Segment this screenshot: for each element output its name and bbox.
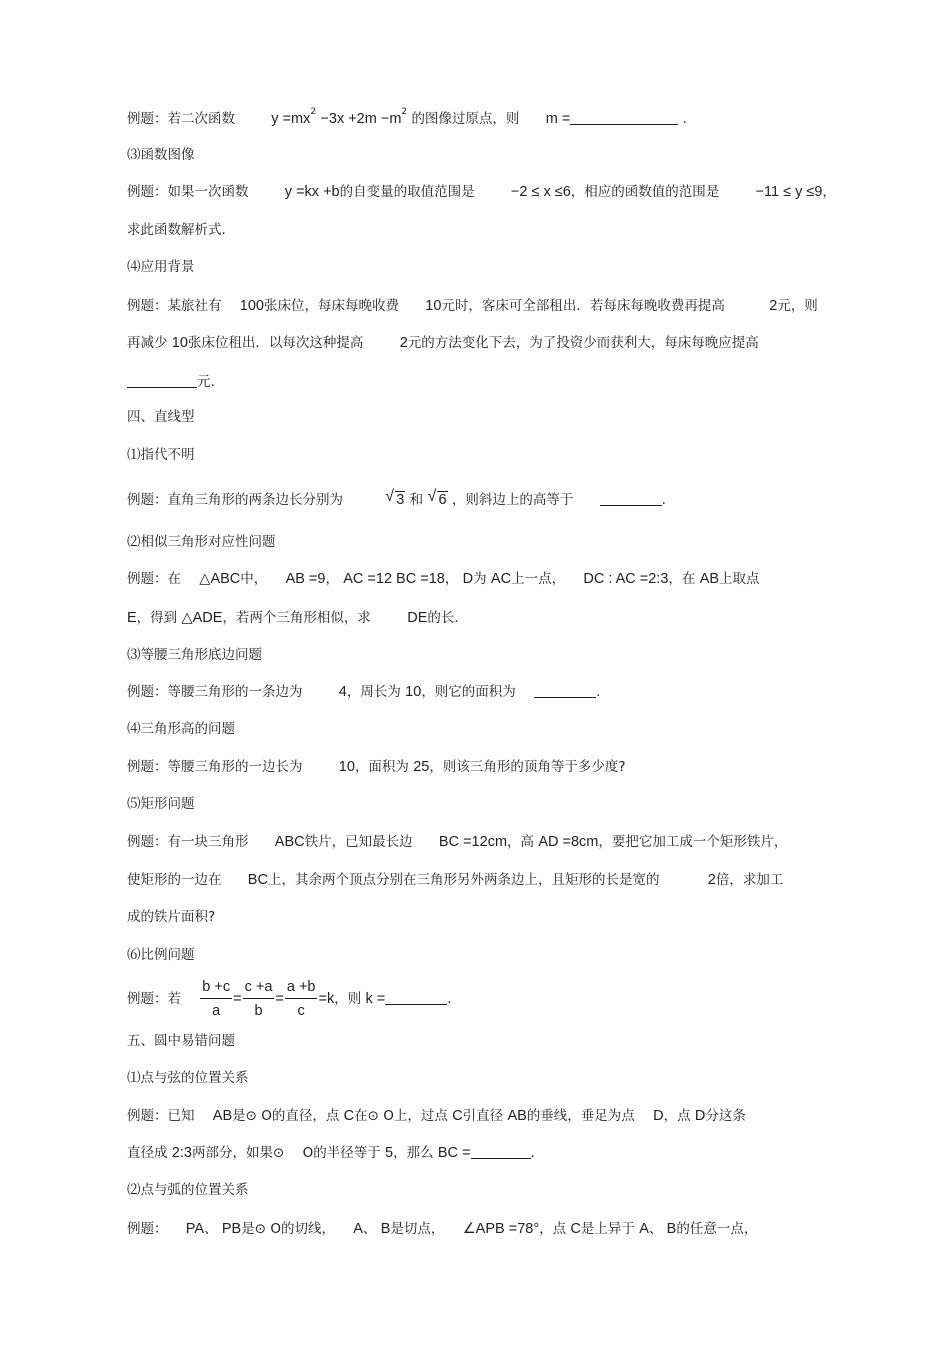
example-text: 的垂线，垂足为点 [526,1108,635,1124]
math-expr: △ADE [181,610,223,626]
sqrt-expr: √ 6 [427,488,447,508]
math-expr: m = [545,111,571,127]
math-expr: AB [507,1108,527,1124]
example-similar-triangles [127,569,760,589]
answer-blank [127,373,197,388]
math-expr: B [380,1221,391,1237]
subheading-isosceles-base: ⑶等腰三角形底边问题 [127,647,262,663]
math-expr: ABC [274,834,305,850]
example-text: ，则它的面积为 [421,684,516,700]
superscript: 2 [310,107,317,117]
number: 100 [239,298,264,314]
math-expr: AB [212,1108,233,1124]
section-heading-linear: 四、直线型 [127,409,195,425]
number: 10 [405,684,422,700]
number: 10 [425,298,442,314]
math-expr: E [127,610,137,626]
example-text: 倍，求加工 [715,872,784,888]
example-hotel-beds-answer [127,372,215,392]
subheading-point-chord: ⑴点与弦的位置关系 [127,1070,249,1086]
example-text: 元，则 [777,298,818,314]
answer-blank [600,491,662,506]
example-text: 元的方法变化下去，为了投资少而获利大，每床每晚应提高 [407,335,759,351]
example-text: 、 [204,1221,218,1237]
example-text: 、 [362,1221,377,1237]
number: 10 [338,759,355,775]
math-expr: PA [185,1221,205,1237]
equals-sign: = [275,991,284,1007]
fraction: $\frac{b +c}{a}$ [202,979,231,1019]
example-text: 中， [240,571,268,587]
math-expr: B [666,1221,677,1237]
math-expr: k = [365,991,386,1007]
answer-blank [471,1144,531,1159]
example-text: 上一点， [511,571,566,587]
number: 2 [769,298,778,314]
fraction: $\frac{a +b}{c}$ [286,979,316,1019]
example-tangent-lines [127,1219,757,1239]
fraction: $\frac{c +a}{b}$ [244,979,273,1019]
example-rectangle-iron [127,832,787,852]
math-expr: AB [699,571,720,587]
example-text: 是上异于 [580,1221,635,1237]
math-expr: AC =12 BC =18 [343,571,445,587]
punctuation: ， [444,571,459,587]
example-hotel-beds-cont [127,333,759,353]
example-isosceles-apex [127,757,626,777]
example-isosceles-area [127,682,600,702]
math-expr: PB [221,1221,242,1237]
example-text: 在⊙ O上，过点 [354,1108,448,1124]
math-expr: y =kx +b [284,184,340,200]
example-text: 两部分，如果⊙ [191,1145,285,1161]
number: 4 [338,684,347,700]
math-expr: D [694,1108,706,1124]
math-expr: D [653,1108,664,1124]
subheading-rectangle: ⑸矩形问题 [127,796,195,812]
example-text: ，则该三角形的顶角等于多少度? [429,759,626,775]
math-expr: BC = [437,1145,471,1161]
example-text: 是⊙ O的直径，点 [232,1108,340,1124]
example-text: 的图像过原点，则 [411,111,520,127]
example-text: ，则斜边上的高等于 [451,492,574,508]
example-text: 为 [473,571,487,587]
example-text: 引直径 [462,1108,504,1124]
math-expr: AC [490,571,512,587]
example-linear-range [127,182,836,202]
example-rectangle-iron-end: 成的铁片面积? [127,909,216,925]
example-rectangle-iron-cont [127,870,783,890]
example-text: 是⊙ O的切线， [241,1221,335,1237]
example-text: 再减少 [127,335,168,351]
example-text: 例题：某旅社有 [127,298,222,314]
example-text: ，那么 [393,1145,434,1161]
math-expr: −3x +2m −m [320,111,402,127]
punctuation: . [530,1145,535,1161]
math-expr: AD =8cm [538,834,599,850]
example-text: ，面积为 [354,759,409,775]
example-text: ，要把它加工成一个矩形铁片， [598,834,788,850]
example-text: 上，其余两个顶点分别在三角形另外两条边上，且矩形的长是宽的 [267,872,660,888]
example-text: 使矩形的一边在 [127,872,222,888]
example-text: ，得到 [136,610,178,626]
number: 2 [707,872,716,888]
example-text: 元. [197,374,215,390]
example-text: 的自变量的取值范围是 [339,184,475,200]
example-text: 张床位租出．以每次这种提高 [187,335,364,351]
math-expr: △ABC [199,571,241,587]
example-text: ，周长为 [346,684,401,700]
example-text: ，点 [663,1108,691,1124]
example-text: O的半径等于 [302,1145,381,1161]
subheading-ratio: ⑹比例问题 [127,947,195,963]
example-text: 例题：直角三角形的两条边长分别为 [127,492,343,508]
subheading-triangle-height: ⑷三角形高的问题 [127,721,235,737]
answer-blank [534,683,596,698]
example-quadratic-origin [127,102,687,129]
example-text: 元时，客床可全部租出．若每床每晚收费再提高 [441,298,725,314]
example-text: 直径成 [127,1145,168,1161]
math-expr: BC =12cm [438,834,508,850]
answer-blank [570,110,678,125]
number: 25 [413,759,430,775]
math-expr: A [353,1221,363,1237]
example-text: 上取点 [719,571,760,587]
example-chord-diameter [127,1106,746,1126]
example-text: 例题：等腰三角形的一条边为 [127,684,303,700]
example-text: 张床位，每床每晚收费 [264,298,399,314]
example-right-triangle [127,490,666,510]
subheading-ambiguous: ⑴指代不明 [127,447,195,463]
example-continuation: 求此函数解析式. [127,222,226,238]
example-text: 例题：已知 [127,1108,195,1124]
number: 10 [171,335,188,351]
example-text: 例题：若二次函数 [127,111,235,127]
math-expr: C [452,1108,463,1124]
punctuation: . [596,684,601,700]
example-text: ，在 [668,571,696,587]
math-expr: ∠APB =78° [462,1221,540,1237]
example-text: 、 [648,1221,663,1237]
example-hotel-beds [127,296,818,316]
math-expr: AB =9 [285,571,326,587]
punctuation: ， [822,184,836,200]
sqrt-expr: √ 3 [385,488,405,508]
math-expr: 2:3 [171,1145,192,1161]
math-expr: BC [247,872,268,888]
number: 5 [385,1145,394,1161]
math-expr: A [639,1221,649,1237]
example-text: 例题：如果一次函数 [127,184,249,200]
math-expr: −11 ≤ y ≤9 [755,184,823,200]
punctuation: . [447,991,452,1007]
subheading-similar: ⑵相似三角形对应性问题 [127,534,276,550]
superscript: 2 [401,107,408,117]
math-expr: =k [318,991,335,1007]
subheading-function-graph: ⑶函数图像 [127,147,195,163]
number: 2 [399,335,408,351]
example-chord-diameter-cont [127,1143,535,1163]
math-expr: D [462,571,474,587]
example-text: ，若两个三角形相似，求 [222,610,371,626]
example-text: ，点 [539,1221,567,1237]
section-heading-circle: 五、圆中易错问题 [127,1033,235,1049]
math-expr: DE [407,610,428,626]
math-expr: C [343,1108,355,1124]
equals-sign: = [233,991,242,1007]
example-text: 和 [409,492,424,508]
math-expr: DC : AC =2:3 [583,571,669,587]
example-text: 分这条 [705,1108,746,1124]
example-text: 的任意一点， [676,1221,758,1237]
example-text: 例题：在 [127,571,181,587]
example-similar-triangles-cont [127,608,459,628]
subheading-point-arc: ⑵点与弧的位置关系 [127,1182,249,1198]
example-text: 例题：有一块三角形 [127,834,249,850]
math-expr: −2 ≤ x ≤6 [510,184,571,200]
example-text: 例题：若 [127,991,181,1007]
example-text: ，高 [507,834,535,850]
example-text: 的长. [427,610,459,626]
punctuation: . [682,111,687,127]
math-expr: C [570,1221,581,1237]
example-text: ，则 [334,991,362,1007]
answer-blank [385,990,447,1005]
example-text: ，相应的函数值的范围是 [570,184,720,200]
example-ratio-fractions [127,978,452,1020]
subheading-application: ⑷应用背景 [127,259,195,275]
punctuation: ， [325,571,339,587]
example-text: 例题：等腰三角形的一边长为 [127,759,303,775]
example-text: 例题： [127,1221,168,1237]
example-text: 是切点， [390,1221,445,1237]
example-text: 铁片，已知最长边 [304,834,413,850]
math-expr: y =mx [271,111,311,127]
punctuation: . [661,492,666,508]
